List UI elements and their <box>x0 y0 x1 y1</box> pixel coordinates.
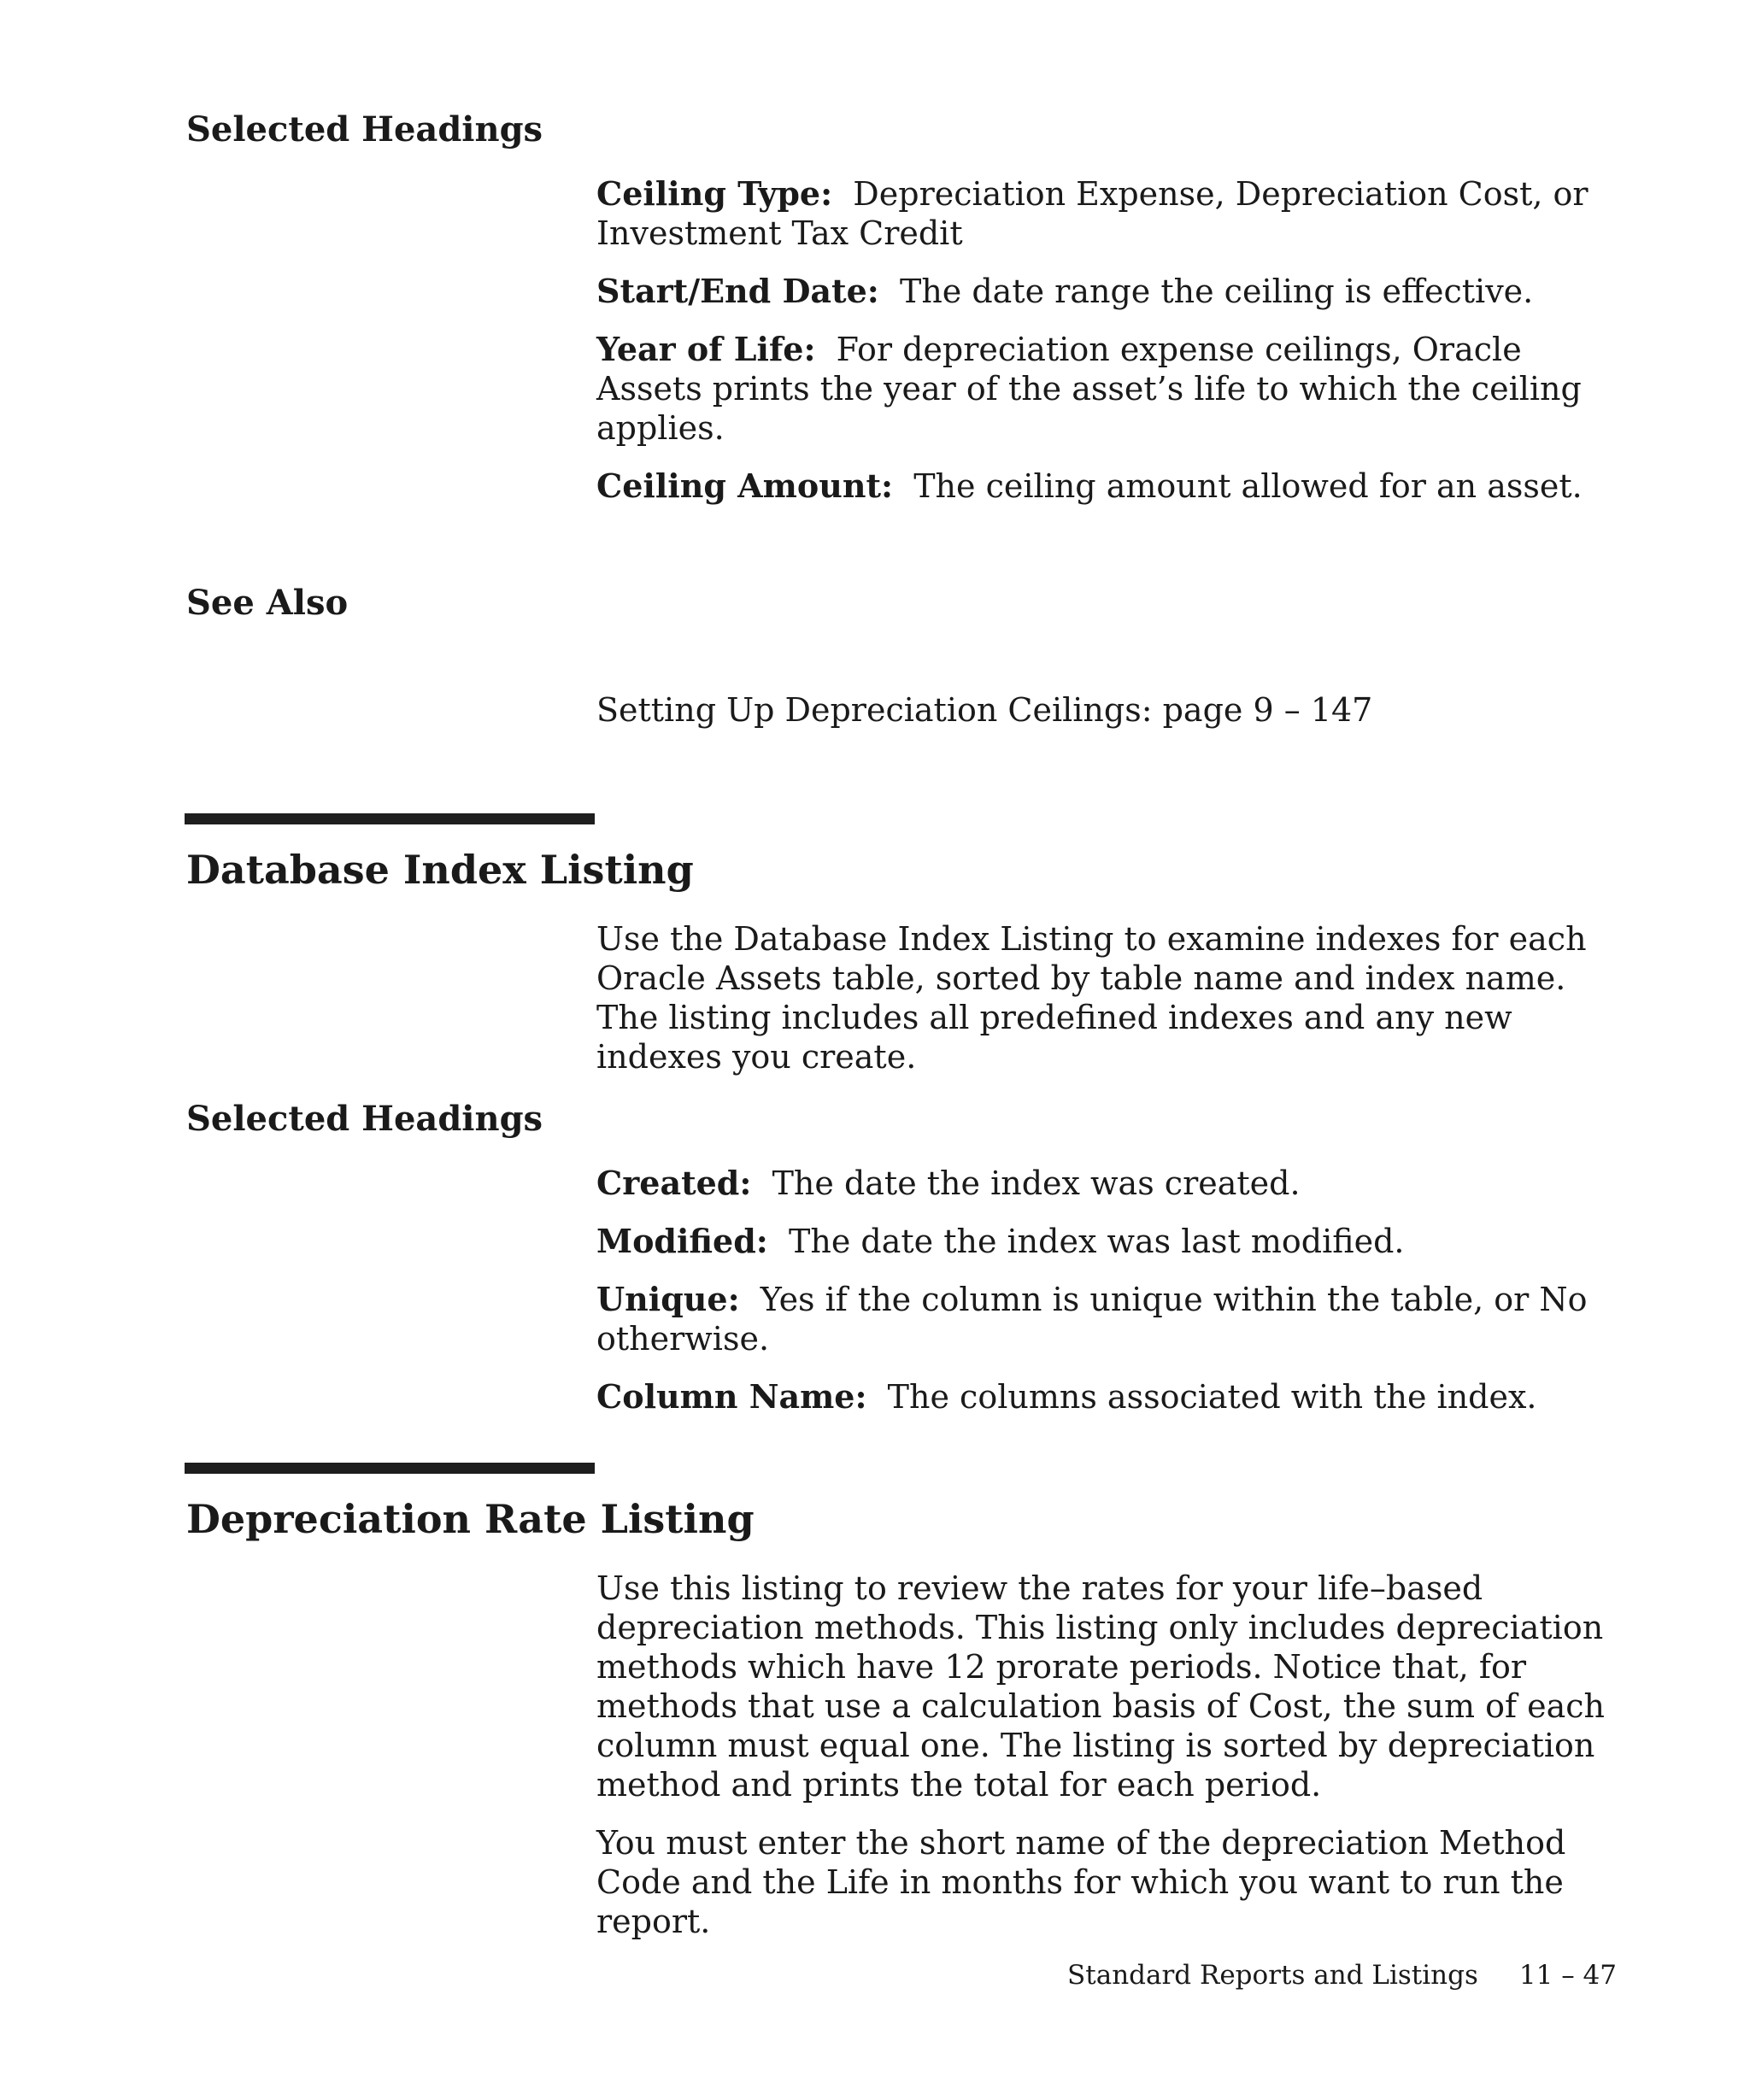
see-also-block <box>596 690 1622 730</box>
depreciation-rate-paragraph: Use this listing to review the rates for your life–based depreciation methods. This listing only includes depreciation methods which have 12 prorate periods. Notice that, for methods that use a calculation basis of Cost, the sum of each column must equal one. The listing is sorted by depreciation method and prints the total for each period. <box>596 1569 1606 1804</box>
database-index-intro-block <box>596 919 1622 1076</box>
see-also-link[interactable]: Setting Up Depreciation Ceilings: page 9 – 147 <box>596 691 1373 729</box>
database-index-listing-title: Database Index Listing <box>186 847 694 893</box>
year-of-life-term: Year of Life: <box>596 330 816 368</box>
created-term: Created: <box>596 1164 752 1202</box>
unique-term: Unique: <box>596 1280 740 1318</box>
ceiling-type-desc: Depreciation Expense, Depreciation Cost, or Investment Tax Credit <box>596 175 1589 252</box>
ceiling-type-term: Ceiling Type: <box>596 174 833 213</box>
modified-term: Modified: <box>596 1222 768 1260</box>
start-end-date-item <box>596 272 1622 311</box>
ceiling-type-item <box>596 174 1622 253</box>
depreciation-rate-body <box>596 1569 1622 1941</box>
column-name-desc: The columns associated with the index. <box>887 1378 1537 1416</box>
ceiling-amount-item <box>596 466 1622 506</box>
footer-chapter-title: Standard Reports and Listings <box>1067 1960 1478 1991</box>
unique-item <box>596 1280 1622 1358</box>
column-name-item <box>596 1377 1622 1417</box>
modified-desc: The date the index was last modified. <box>789 1223 1405 1260</box>
selected-headings-heading: Selected Headings <box>186 109 543 150</box>
created-item <box>596 1164 1622 1203</box>
year-of-life-desc: For depreciation expense ceilings, Oracle Assets prints the year of the asset’s life to which the ceiling applies. <box>596 331 1582 447</box>
see-also-heading: See Also <box>186 583 349 623</box>
unique-desc: Yes if the column is unique within the table, or No otherwise. <box>596 1281 1588 1358</box>
created-desc: The date the index was created. <box>772 1164 1301 1202</box>
column-name-term: Column Name: <box>596 1377 867 1416</box>
index-headings-list <box>596 1164 1622 1417</box>
start-end-date-desc: The date range the ceiling is effective. <box>899 273 1534 310</box>
page-footer <box>940 1958 1617 1992</box>
database-index-intro: Use the Database Index Listing to examine indexes for each Oracle Assets table, sorted by table name and index name. The listing includes all predefined indexes and any new indexes you create. <box>596 920 1587 1076</box>
year-of-life-item <box>596 330 1622 448</box>
ceiling-amount-term: Ceiling Amount: <box>596 466 894 505</box>
section-rule <box>185 813 595 824</box>
selected-headings-heading: Selected Headings <box>186 1099 543 1139</box>
ceiling-headings-list <box>596 174 1622 506</box>
start-end-date-term: Start/End Date: <box>596 272 879 310</box>
ceiling-amount-desc: The ceiling amount allowed for an asset. <box>913 467 1583 505</box>
footer-page-number: 11 – 47 <box>1518 1960 1617 1991</box>
depreciation-rate-listing-title: Depreciation Rate Listing <box>186 1496 755 1542</box>
depreciation-rate-paragraph: You must enter the short name of the depreciation Method Code and the Life in months for which you want to run the report. <box>596 1824 1566 1940</box>
section-rule <box>185 1463 595 1474</box>
modified-item <box>596 1222 1622 1261</box>
